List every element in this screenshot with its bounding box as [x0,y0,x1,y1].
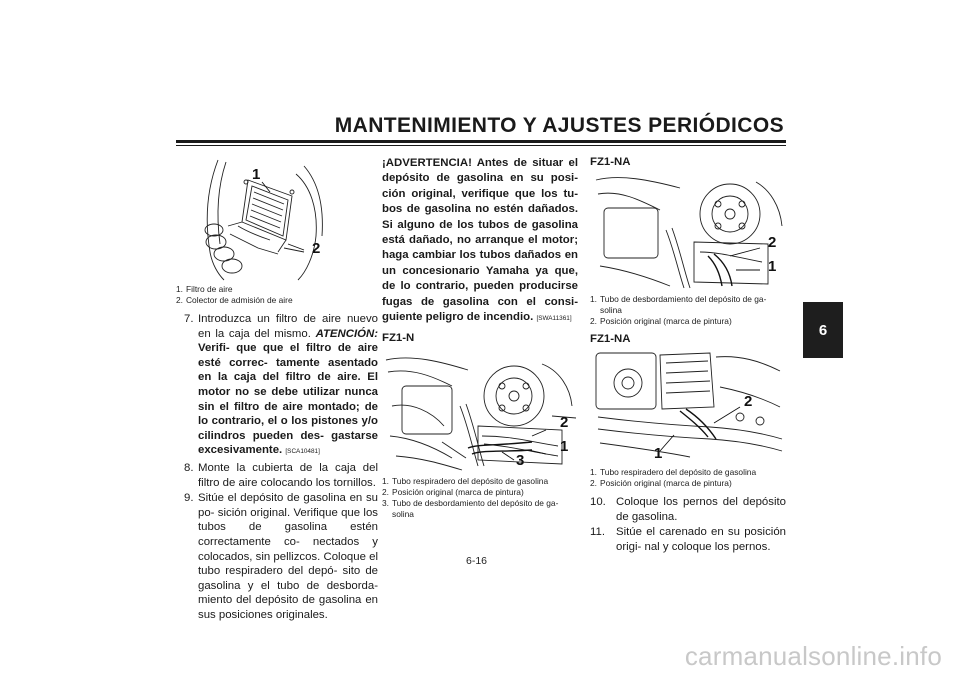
fz1n-captions [382,476,578,520]
caption-item: 2. Colector de admisión de aire [176,295,293,305]
atencion-label: ATENCIÓN: [315,327,378,340]
fz1na-figure-a [590,170,786,290]
caption-item: 3. Tubo de desbordamiento del depósito de ga- solina [382,498,559,520]
steps-list-continued [590,495,786,554]
caption-item: 1. Tubo respiradero del depósito de gasolina [382,476,549,487]
column-left [176,156,378,623]
model-label-fz1n: FZ1-N [382,332,415,345]
caption-item: 2. Posición original (marca de pintura) [382,487,524,498]
title-rule-thin [176,145,786,146]
page-title: MANTENIMIENTO Y AJUSTES PERIÓDICOS [334,114,784,137]
model-label-fz1na-b: FZ1-NA [590,333,631,345]
caption-item: 2. Posición original (marca de pintura) [590,478,732,488]
figure-label-2: 2 [312,240,321,257]
fz1na-figure-b [590,347,786,463]
air-filter-captions [176,284,378,306]
figure-label-1: 1 [768,258,777,275]
figure-label-2: 2 [560,414,569,432]
model-label-fz1na-a: FZ1-NA [590,156,631,168]
figure-label-2: 2 [744,393,753,410]
step-10: 10. Coloque los pernos del depósito de gasolina. [590,496,786,523]
figure-label-1: 1 [252,166,261,183]
caption-item: 1. Filtro de aire [176,284,233,294]
page-number: 6-16 [466,555,488,567]
figure-label-1: 1 [560,438,569,456]
step-8: 8. Monte la cubierta de la caja del filtro de aire colocando los tornillos. [184,461,378,489]
steps-list [176,312,378,622]
column-right [590,156,786,555]
fz1na-captions-a [590,294,786,327]
figure-label-1: 1 [654,445,663,462]
step-9: 9. Sitúe el depósito de gasolina en su po- sición original. Verifique que los tubos de gasolina estén correctamente co- nectados y colocados, sin pellizcos. Coloque el tubo respiradero del depó- sito de gasolina y el tubo de desborda- miento del depósito de gasolina en sus posiciones originales. [184,492,378,621]
reference-code: [SCA10481] [285,448,320,456]
chapter-tab[interactable]: 6 [803,302,843,358]
air-filter-figure [188,156,326,282]
figure-label-3: 3 [516,452,525,470]
fz1na-illustration-a [590,170,786,290]
step-11: 11. Sitúe el carenado en su posición origi- nal y coloque los pernos. [590,526,786,553]
fuel-warning: ¡ADVERTENCIA! Antes de situar el depósito de gasolina en su posi- ción original, verifique que los tu- bos de gasolina no estén dañados. Si alguno de los tubos de gasolina está dañado, no arranque el motor; haga cambiar los tubos dañados en un concesionario Yamaha ya que, de lo contrario, pueden producirse fugas de gasolina con el consi- guiente peligro de incendio. [SWA11361] [382,157,578,324]
caption-item: 1. Tubo de desbordamiento del depósito de ga- solina [590,294,767,315]
step-7: 7. Introduzca un filtro de aire nuevo en la caja del mismo. ATENCIÓN: Verifi- que que el filtro de aire esté correc- tamente asentado en la caja del filtro de aire. El motor no se debe utilizar nunca sin el filtro de aire montado; de lo contrario, el o los pistones y/o cilindros pueden des- gastarse excesivamente. [SCA10481] [184,313,378,457]
fz1n-illustration [382,346,578,472]
fz1na-illustration-b [590,347,786,463]
title-rule-thick [176,140,786,143]
fz1na-captions-b [590,467,786,489]
caption-item: 2. Posición original (marca de pintura) [590,316,732,326]
reference-code: [SWA11361] [536,315,572,323]
fz1n-figure [382,346,578,472]
watermark[interactable]: carmanualsonline.info [684,641,942,671]
figure-label-2: 2 [768,234,777,251]
caption-item: 1. Tubo respiradero del depósito de gasolina [590,467,757,477]
column-middle [382,156,578,520]
